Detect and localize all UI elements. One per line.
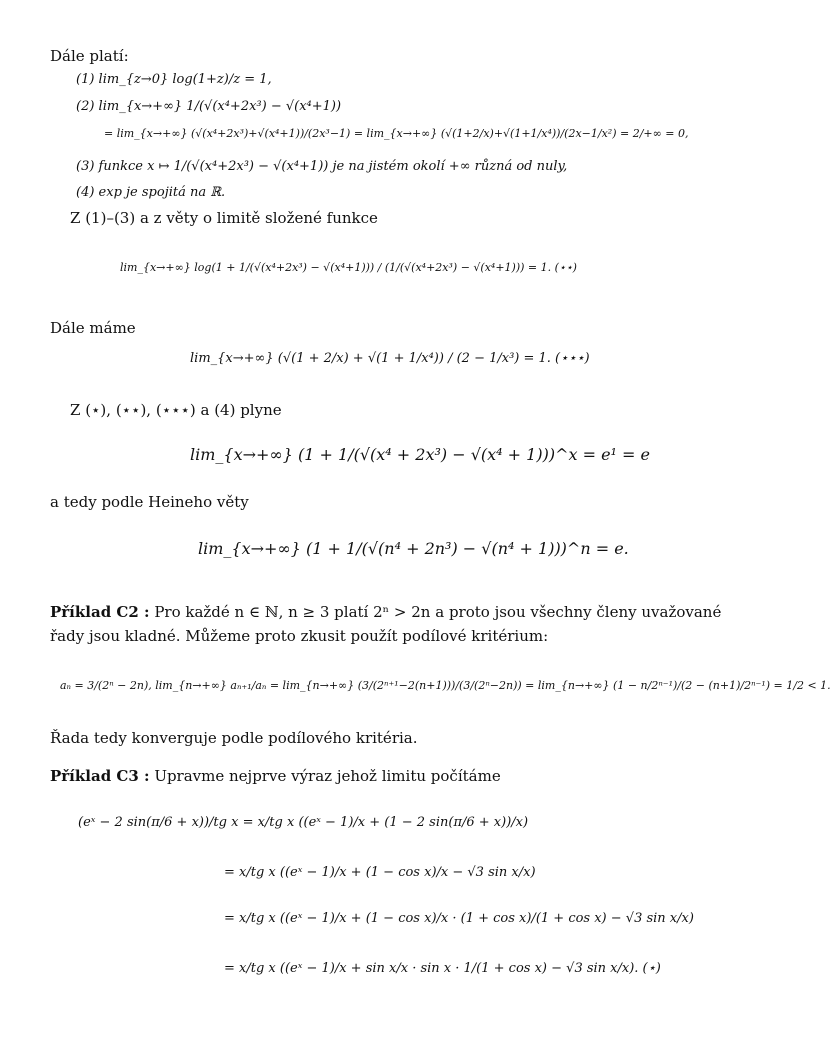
math-line: (2) lim_{x→+∞} 1/(√(x⁴+2x³) − √(x⁴+1)): [76, 99, 342, 114]
math-line: (3) funkce x ↦ 1/(√(x⁴+2x³) − √(x⁴+1)) je na jistém okolí +∞ různá od nuly,: [76, 159, 568, 174]
text-span: Upravme nejprve výraz jehož limitu počítáme: [149, 767, 501, 785]
equation-step2: = x/tg x ((eˣ − 1)/x + (1 − cos x)/x − √3 sin x/x): [224, 865, 536, 880]
text-line: Z (⋆), (⋆⋆), (⋆⋆⋆) a (4) plyne: [70, 401, 282, 419]
equation-step4: = x/tg x ((eˣ − 1)/x + sin x/x · sin x · 1/(1 + cos x) − √3 sin x/x). (⋆): [224, 961, 661, 976]
text-line: řady jsou kladné. Můžeme proto zkusit použít podílové kritérium:: [50, 627, 549, 645]
example-c2-line: [50, 604, 721, 621]
equation-star3: lim_{x→+∞} (√(1 + 2/x) + √(1 + 1/x⁴)) / (2 − 1/x³) = 1. (⋆⋆⋆): [190, 351, 590, 366]
equation-ratio-test: aₙ = 3/(2ⁿ − 2n), lim_{n→+∞} aₙ₊₁/aₙ = lim_{n→+∞} (3/(2ⁿ⁺¹−2(n+1)))/(3/(2ⁿ−2n)) = lim_{n→+∞} (1 − n/2ⁿ⁻¹)/(2 − (n+1)/2ⁿ⁻¹) = 1/2 < 1.: [60, 679, 831, 692]
example-c3-line: [50, 768, 501, 785]
text-line: Řada tedy konverguje podle podílového kritéria.: [50, 729, 418, 747]
equation-star2: lim_{x→+∞} log(1 + 1/(√(x⁴+2x³) − √(x⁴+1))) / (1/(√(x⁴+2x³) − √(x⁴+1))) = 1. (⋆⋆): [120, 261, 577, 274]
example-c2-heading: Příklad C2 :: [50, 603, 150, 621]
equation-step1: (eˣ − 2 sin(π/6 + x))/tg x = x/tg x ((eˣ − 1)/x + (1 − 2 sin(π/6 + x))/x): [78, 815, 529, 830]
example-c3-heading: Příklad C3 :: [50, 767, 150, 785]
text-line: a tedy podle Heineho věty: [50, 493, 249, 511]
text-line: Z (1)–(3) a z věty o limitě složené funkce: [70, 209, 378, 227]
text-line: Dále platí:: [50, 47, 129, 65]
equation-step3: = x/tg x ((eˣ − 1)/x + (1 − cos x)/x · (1 + cos x)/(1 + cos x) − √3 sin x/x): [224, 911, 694, 926]
math-line: = lim_{x→+∞} (√(x⁴+2x³)+√(x⁴+1))/(2x³−1) = lim_{x→+∞} (√(1+2/x)+√(1+1/x⁴))/(2x−1/x²) = 2/+∞ = 0,: [104, 127, 689, 140]
math-line: (4) exp je spojitá na ℝ.: [76, 185, 226, 200]
equation-heine: lim_{x→+∞} (1 + 1/(√(n⁴ + 2n³) − √(n⁴ + 1)))^n = e.: [198, 539, 629, 558]
math-line: (1) lim_{z→0} log(1+z)/z = 1,: [76, 72, 272, 87]
equation-limit-e: lim_{x→+∞} (1 + 1/(√(x⁴ + 2x³) − √(x⁴ + 1)))^x = e¹ = e: [190, 445, 651, 464]
text-line: Dále máme: [50, 319, 136, 337]
text-span: Pro každé n ∈ ℕ, n ≥ 3 platí 2ⁿ > 2n a proto jsou všechny členy uvažované: [149, 603, 722, 621]
